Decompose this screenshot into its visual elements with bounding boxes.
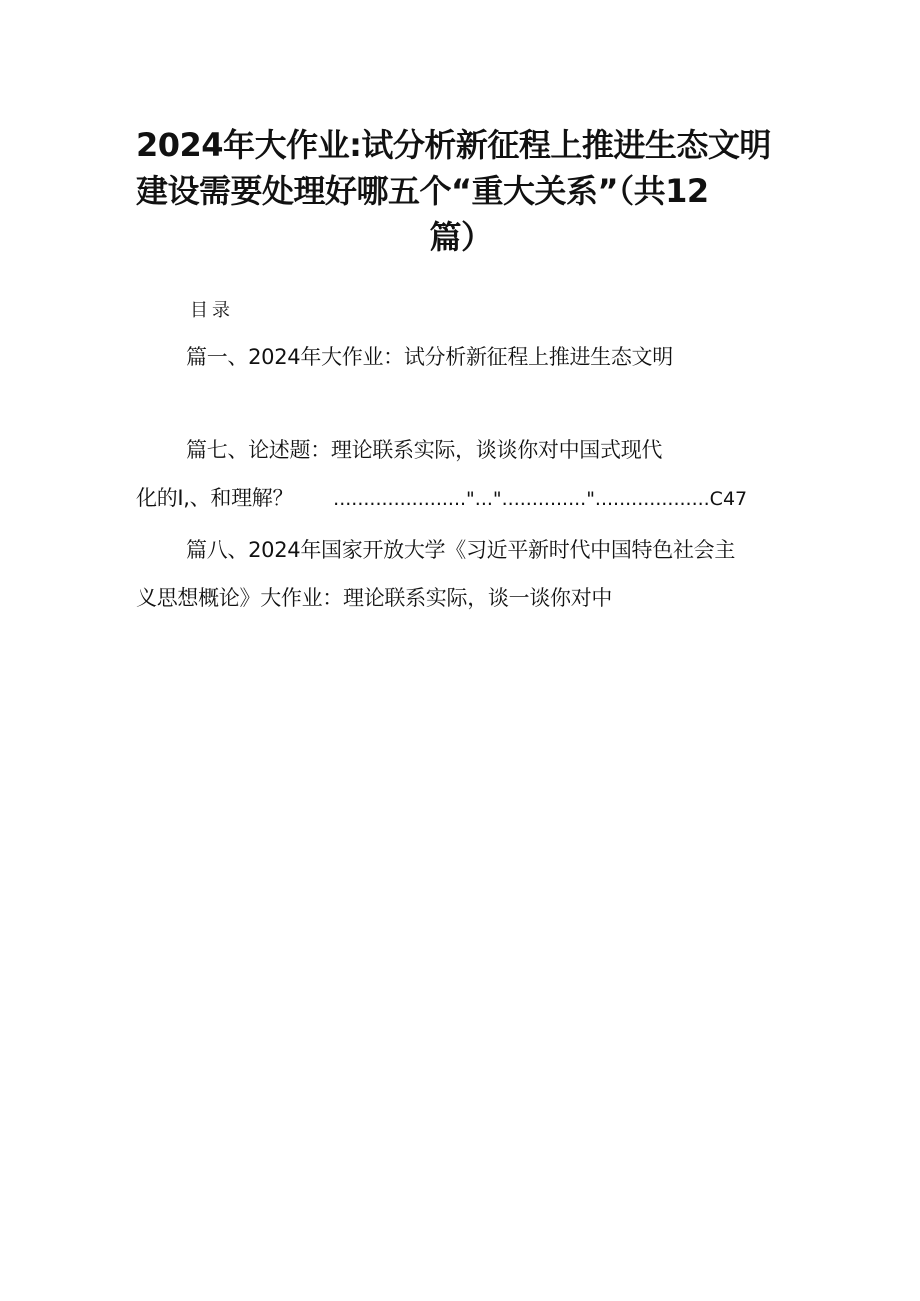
toc-entry-7-text-1: 篇七、论述题：理论联系实际，谈谈你对中国式现代 [186, 438, 663, 462]
title-line-3: 篇） [429, 218, 493, 256]
toc-entry-1-text: 篇一、2024年大作业：试分析新征程上推进生态文明 [186, 345, 673, 369]
title-line-2: 建设需要处理好哪五个“重大关系”（共12 [136, 172, 709, 210]
toc-entry-8-line-2[interactable] [136, 574, 612, 622]
title-line-1: 2024年大作业:试分析新征程上推进生态文明 [136, 126, 771, 164]
toc-heading: 目录 [190, 300, 234, 321]
document-title [136, 122, 786, 260]
toc-entry-8-text-2: 义思想概论》大作业：理论联系实际，谈一谈你对中 [136, 586, 613, 610]
toc-entry-8-line-1[interactable] [186, 526, 735, 574]
toc-entry-8-text-1: 篇八、2024年国家开放大学《习近平新时代中国特色社会主 [186, 538, 736, 562]
toc-entry-1[interactable] [186, 333, 673, 381]
toc-entry-7-leader: ......................"...".............."...................C47 [333, 488, 748, 510]
toc-entry-7-line-2[interactable] [136, 474, 747, 523]
toc-entry-7-line-1[interactable] [186, 426, 662, 474]
toc-entry-7-text-2: 化的I,、和理解？ [136, 486, 294, 510]
